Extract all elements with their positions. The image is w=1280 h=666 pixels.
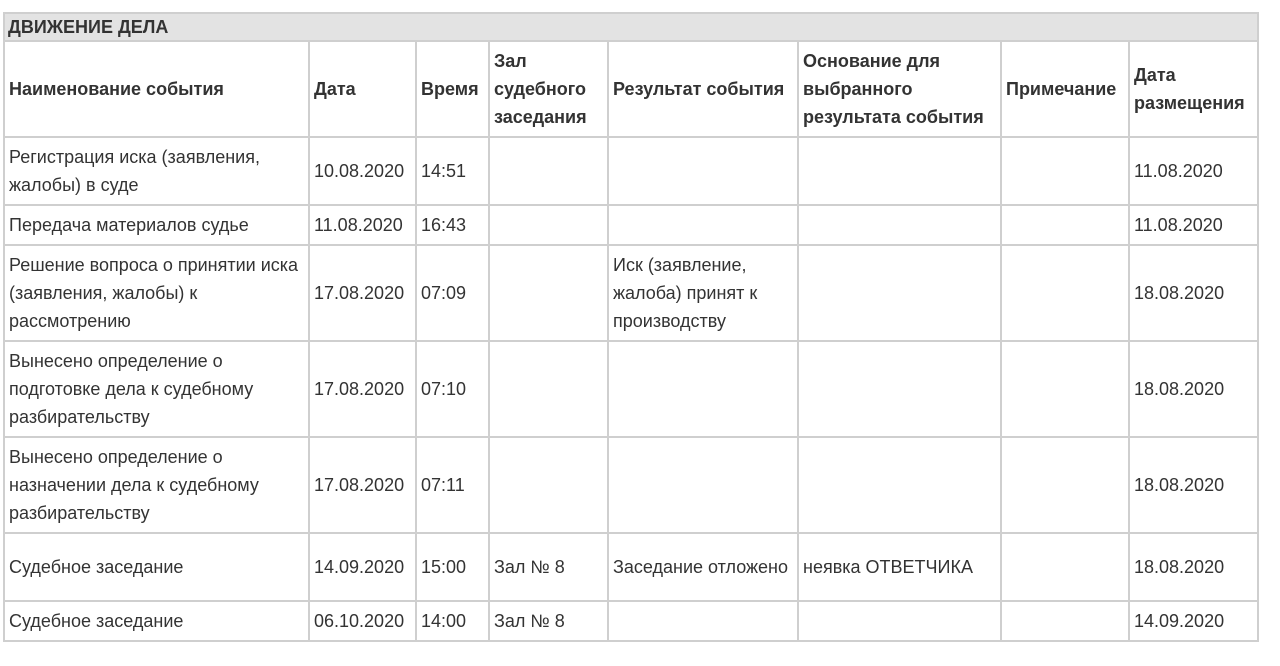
header-time: Время (416, 41, 489, 137)
cell-courtroom: Зал № 8 (489, 601, 608, 641)
cell-result: Иск (заявление, жалоба) принят к производству (608, 245, 798, 341)
table-row (4, 245, 1258, 341)
section-title: ДВИЖЕНИЕ ДЕЛА (4, 13, 1258, 41)
cell-event-name: Регистрация иска (заявления, жалобы) в суде (4, 137, 309, 205)
cell-time: 07:11 (416, 437, 489, 533)
cell-result (608, 601, 798, 641)
cell-courtroom (489, 137, 608, 205)
cell-time: 07:10 (416, 341, 489, 437)
cell-date: 10.08.2020 (309, 137, 416, 205)
cell-posting-date: 14.09.2020 (1129, 601, 1258, 641)
section-title-row (4, 13, 1258, 41)
cell-date: 06.10.2020 (309, 601, 416, 641)
cell-result (608, 437, 798, 533)
header-result: Результат события (608, 41, 798, 137)
cell-result-basis (798, 437, 1001, 533)
table-row (4, 341, 1258, 437)
cell-time: 07:09 (416, 245, 489, 341)
cell-courtroom: Зал № 8 (489, 533, 608, 601)
cell-note (1001, 601, 1129, 641)
header-event-name: Наименование события (4, 41, 309, 137)
cell-result-basis (798, 245, 1001, 341)
cell-result-basis (798, 137, 1001, 205)
cell-time: 15:00 (416, 533, 489, 601)
cell-courtroom (489, 437, 608, 533)
cell-date: 11.08.2020 (309, 205, 416, 245)
cell-posting-date: 18.08.2020 (1129, 341, 1258, 437)
cell-note (1001, 205, 1129, 245)
cell-event-name: Передача материалов судье (4, 205, 309, 245)
header-result-basis: Основание для выбранного результата события (798, 41, 1001, 137)
table-row (4, 437, 1258, 533)
cell-courtroom (489, 205, 608, 245)
cell-time: 14:51 (416, 137, 489, 205)
cell-posting-date: 18.08.2020 (1129, 533, 1258, 601)
cell-time: 16:43 (416, 205, 489, 245)
cell-date: 17.08.2020 (309, 437, 416, 533)
cell-posting-date: 18.08.2020 (1129, 437, 1258, 533)
cell-date: 17.08.2020 (309, 245, 416, 341)
cell-event-name: Судебное заседание (4, 533, 309, 601)
table-row (4, 533, 1258, 601)
cell-event-name: Судебное заседание (4, 601, 309, 641)
case-events-table (3, 12, 1259, 642)
header-courtroom: Зал судебного заседания (489, 41, 608, 137)
table-header-row (4, 41, 1258, 137)
cell-posting-date: 11.08.2020 (1129, 205, 1258, 245)
header-note: Примечание (1001, 41, 1129, 137)
cell-posting-date: 18.08.2020 (1129, 245, 1258, 341)
cell-result (608, 137, 798, 205)
cell-note (1001, 533, 1129, 601)
cell-time: 14:00 (416, 601, 489, 641)
cell-result-basis (798, 601, 1001, 641)
cell-note (1001, 137, 1129, 205)
cell-courtroom (489, 245, 608, 341)
cell-result: Заседание отложено (608, 533, 798, 601)
table-row (4, 601, 1258, 641)
cell-event-name: Вынесено определение о подготовке дела к судебному разбирательству (4, 341, 309, 437)
cell-note (1001, 245, 1129, 341)
cell-result-basis (798, 341, 1001, 437)
header-posting-date: Дата размещения (1129, 41, 1258, 137)
cell-event-name: Решение вопроса о принятии иска (заявления, жалобы) к рассмотрению (4, 245, 309, 341)
cell-event-name: Вынесено определение о назначении дела к судебному разбирательству (4, 437, 309, 533)
cell-result (608, 341, 798, 437)
cell-courtroom (489, 341, 608, 437)
cell-posting-date: 11.08.2020 (1129, 137, 1258, 205)
table-row (4, 137, 1258, 205)
cell-date: 14.09.2020 (309, 533, 416, 601)
cell-result (608, 205, 798, 245)
table-row (4, 205, 1258, 245)
cell-note (1001, 437, 1129, 533)
header-date: Дата (309, 41, 416, 137)
cell-result-basis (798, 205, 1001, 245)
cell-result-basis: неявка ОТВЕТЧИКА (798, 533, 1001, 601)
cell-note (1001, 341, 1129, 437)
cell-date: 17.08.2020 (309, 341, 416, 437)
